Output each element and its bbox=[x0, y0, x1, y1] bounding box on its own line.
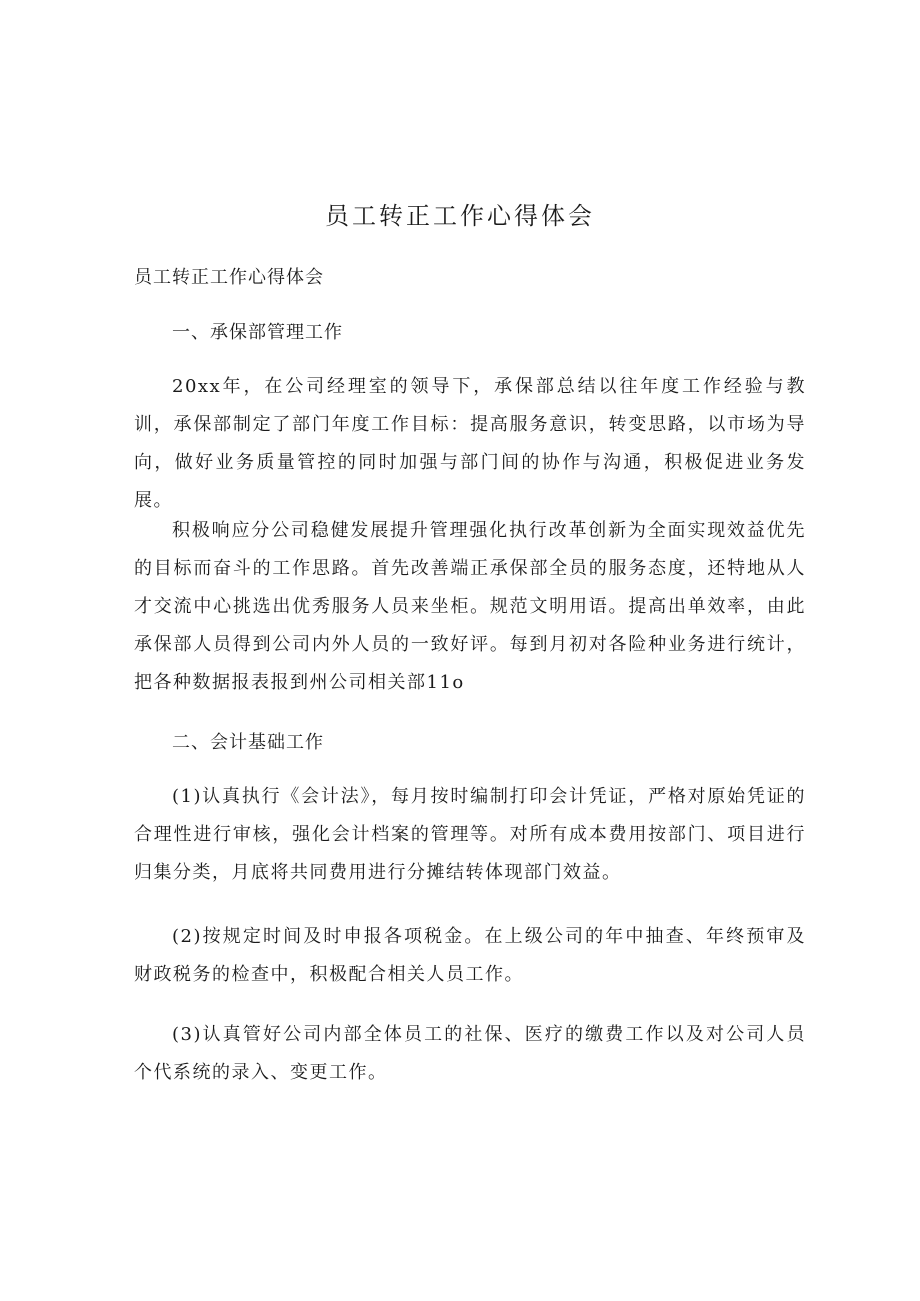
paragraph-accounting-social-security: (3)认真管好公司内部全体员工的社保、医疗的缴费工作以及对公司人员个代系统的录入、变更工作。 bbox=[134, 1024, 806, 1083]
paragraph-underwriting-goals: 20xx年，在公司经理室的领导下，承保部总结以往年度工作经验与教训，承保部制定了部门年度工作目标：提高服务意识，转变思路，以市场为导向，做好业务质量管控的同时加强与部门间的协作与沟通，积极促进业务发展。 bbox=[134, 376, 806, 511]
document-subtitle: 员工转正工作心得体会 bbox=[134, 267, 324, 288]
section-heading-accounting: 二、会计基础工作 bbox=[172, 732, 324, 753]
paragraph-accounting-law: (1)认真执行《会计法》，每月按时编制打印会计凭证，严格对原始凭证的合理性进行审核，强化会计档案的管理等。对所有成本费用按部门、项目进行归集分类，月底将共同费用进行分摊结转体现部门效益。 bbox=[134, 786, 806, 883]
document-title: 员工转正工作心得体会 bbox=[325, 202, 595, 230]
paragraph-underwriting-service: 积极响应分公司稳健发展提升管理强化执行改革创新为全面实现效益优先的目标而奋斗的工作思路。首先改善端正承保部全员的服务态度，还特地从人才交流中心挑选出优秀服务人员来坐柜。规范文明用语。提高出单效率，由此承保部人员得到公司内外人员的一致好评。每到月初对各险种业务进行统计，把各种数据报表报到州公司相关部11o bbox=[134, 520, 806, 693]
section-heading-underwriting: 一、承保部管理工作 bbox=[172, 322, 343, 343]
paragraph-accounting-tax: (2)按规定时间及时申报各项税金。在上级公司的年中抽查、年终预审及财政税务的检查中，积极配合相关人员工作。 bbox=[134, 926, 806, 985]
